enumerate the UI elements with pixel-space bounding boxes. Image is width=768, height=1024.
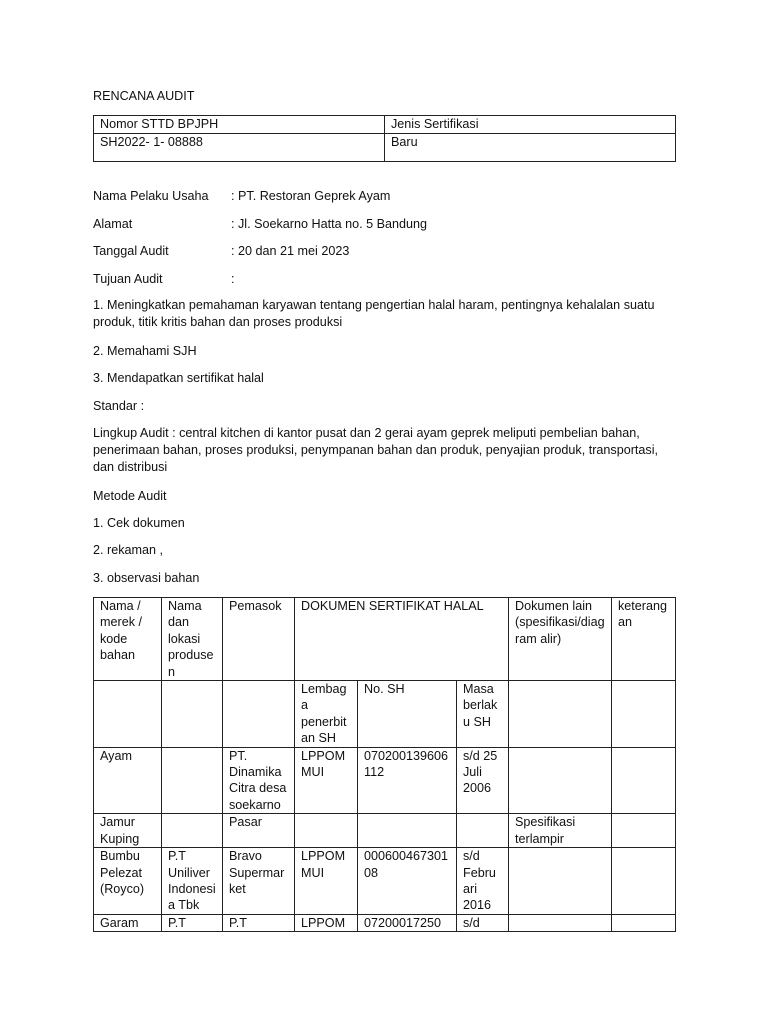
certification-type-value: Baru — [385, 134, 676, 162]
sttd-number-header: Nomor STTD BPJPH — [94, 116, 385, 134]
cell-pemasok: Pasar — [223, 814, 295, 848]
table-row — [94, 848, 676, 915]
table-row — [94, 134, 676, 162]
cell-nama: Jamur Kuping — [94, 814, 162, 848]
tujuan-audit-label: Tujuan Audit — [93, 272, 163, 286]
pelaku-usaha-value: : PT. Restoran Geprek Ayam — [231, 189, 391, 203]
metode-item: 2. rekaman , — [93, 543, 163, 557]
metode-item: 1. Cek dokumen — [93, 516, 185, 530]
cell-nama: Garam — [94, 914, 162, 931]
header-keterangan: keterangan — [612, 598, 676, 681]
subheader-no-sh: No. SH — [358, 681, 457, 748]
cell-no-sh: 070200139606112 — [358, 747, 457, 814]
cell-masa: s/d — [457, 914, 509, 931]
certification-type-header: Jenis Sertifikasi — [385, 116, 676, 134]
tujuan-item: 2. Memahami SJH — [93, 344, 197, 358]
cell-keterangan — [612, 848, 676, 915]
cell-dokumen-lain — [509, 848, 612, 915]
table-row — [94, 116, 676, 134]
table-row — [94, 747, 676, 814]
cell-masa — [457, 814, 509, 848]
alamat-value: : Jl. Soekarno Hatta no. 5 Bandung — [231, 217, 428, 231]
cell-lembaga: LPPOM MUI — [295, 747, 358, 814]
metode-audit-title: Metode Audit — [93, 489, 167, 503]
header-nama-bahan: Nama / merek / kode bahan — [94, 598, 162, 681]
cell-dokumen-lain — [509, 747, 612, 814]
tanggal-audit-field — [93, 243, 349, 259]
cell-dokumen-lain — [509, 914, 612, 931]
cell-no-sh: 00060046730108 — [358, 848, 457, 915]
sttd-number-value: SH2022- 1- 08888 — [94, 134, 385, 162]
cell-lokasi: P.T Uniliver Indonesia Tbk — [162, 848, 223, 915]
cell-keterangan — [612, 914, 676, 931]
cell-pemasok: P.T — [223, 914, 295, 931]
cell-no-sh — [358, 814, 457, 848]
table-subheader-row — [94, 681, 676, 748]
tujuan-audit-value: : — [231, 272, 235, 286]
table-cell — [509, 681, 612, 748]
standar-label: Standar : — [93, 399, 145, 413]
pelaku-usaha-label: Nama Pelaku Usaha — [93, 189, 209, 203]
cell-masa: s/d Februari 2016 — [457, 848, 509, 915]
metode-item: 3. observasi bahan — [93, 571, 200, 585]
alamat-field — [93, 216, 427, 232]
subheader-masa-berlaku: Masa berlaku SH — [457, 681, 509, 748]
alamat-label: Alamat — [93, 217, 133, 231]
pelaku-usaha-field — [93, 188, 390, 204]
tujuan-audit-field — [93, 271, 235, 287]
cell-lembaga: LPPOM MUI — [295, 848, 358, 915]
cell-lembaga: LPPOM — [295, 914, 358, 931]
table-header-row — [94, 598, 676, 681]
cell-dokumen-lain: Spesifikasi terlampir — [509, 814, 612, 848]
table-cell — [162, 681, 223, 748]
header-dokumen-sertifikat-halal: DOKUMEN SERTIFIKAT HALAL — [295, 598, 509, 681]
document-title: RENCANA AUDIT — [93, 89, 195, 103]
cell-no-sh: 07200017250 — [358, 914, 457, 931]
table-cell — [94, 681, 162, 748]
header-dokumen-lain: Dokumen lain (spesifikasi/diagram alir) — [509, 598, 612, 681]
header-pemasok: Pemasok — [223, 598, 295, 681]
cell-nama: Ayam — [94, 747, 162, 814]
cell-masa: s/d 25 Juli 2006 — [457, 747, 509, 814]
tanggal-audit-label: Tanggal Audit — [93, 244, 169, 258]
certification-table — [93, 115, 676, 162]
cell-lokasi — [162, 747, 223, 814]
table-row — [94, 914, 676, 931]
subheader-lembaga: Lembaga penerbitan SH — [295, 681, 358, 748]
cell-pemasok: PT. Dinamika Citra desa soekarno — [223, 747, 295, 814]
tanggal-audit-value: : 20 dan 21 mei 2023 — [231, 244, 350, 258]
tujuan-item: 1. Meningkatkan pemahaman karyawan tentang pengertian halal haram, pentingnya kehalalan suatu produk, titik kritis bahan dan proses produksi — [93, 298, 655, 329]
cell-nama: Bumbu Pelezat (Royco) — [94, 848, 162, 915]
table-row — [94, 814, 676, 848]
table-cell — [612, 681, 676, 748]
cell-keterangan — [612, 814, 676, 848]
lingkup-audit: Lingkup Audit : central kitchen di kantor pusat dan 2 gerai ayam geprek meliputi pembelian bahan, penerimaan bahan, proses produksi, penympanan bahan dan produk, penyajian produk, transportasi, dan distribusi — [93, 426, 658, 474]
table-cell — [223, 681, 295, 748]
cell-lokasi — [162, 814, 223, 848]
materials-table — [93, 597, 676, 932]
tujuan-item: 3. Mendapatkan sertifikat halal — [93, 371, 264, 385]
cell-lokasi: P.T — [162, 914, 223, 931]
cell-lembaga — [295, 814, 358, 848]
header-lokasi-produsen: Nama dan lokasi produsen — [162, 598, 223, 681]
cell-keterangan — [612, 747, 676, 814]
cell-pemasok: Bravo Supermarket — [223, 848, 295, 915]
